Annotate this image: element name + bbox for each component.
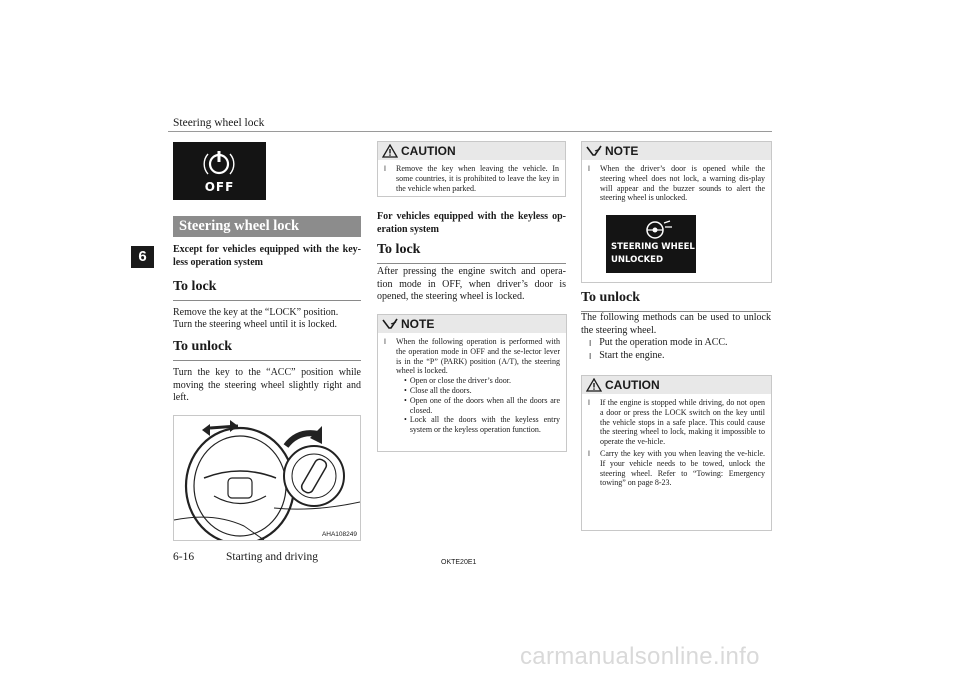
unlock-item-text: Start the engine.: [599, 350, 665, 361]
to-lock-heading: To lock: [173, 279, 361, 301]
caution-label: CAUTION: [605, 378, 660, 392]
note-item: Lock all the doors with the keyless entry system or the keyless operation function.: [409, 415, 560, 435]
intro-text: Except for vehicles equipped with the key-less operation system: [173, 244, 361, 268]
note-item: Open one of the doors when all the doors are closed.: [409, 395, 560, 415]
running-header: Steering wheel lock: [173, 117, 265, 129]
to-unlock-text: Turn the key to the “ACC” position while moving the steering wheel slightly right and left.: [173, 367, 361, 403]
chapter-tab: 6: [131, 246, 154, 268]
to-unlock-heading: To unlock: [173, 339, 361, 361]
to-unlock-keyless-heading: To unlock: [581, 290, 771, 312]
bullet-marker: l: [589, 339, 592, 348]
steering-unlocked-display-image: [606, 215, 696, 273]
note-text: When the driver’s door is opened while the steering wheel does not lock, a warning dis-play will appear and the buzzer sounds to alert the steering wheel is unlocked.: [600, 164, 765, 203]
to-unlock-keyless-text: The following methods can be used to unlock the steering wheel.: [581, 312, 771, 336]
bullet-marker: l: [588, 399, 590, 407]
bullet-marker: l: [384, 165, 386, 173]
page-number: 6-16: [173, 551, 195, 563]
sub-bullet: •: [404, 385, 407, 395]
caution-item: Carry the key with you when leaving the ve-hicle. If your vehicle needs to be towed, unlock the steering wheel. Refer to “Towing: Emergency towing” on page 8-23.: [600, 448, 765, 488]
bullet-marker: l: [589, 352, 592, 361]
bullet-marker: l: [588, 449, 590, 458]
caution-box-1: [377, 141, 566, 197]
power-button-icon: [173, 142, 266, 182]
off-display-image: [173, 142, 266, 200]
footer-chapter: Starting and driving: [226, 551, 318, 563]
caution-label: CAUTION: [401, 144, 456, 158]
note-label: NOTE: [401, 317, 435, 331]
warning-triangle-icon: [382, 144, 398, 158]
sub-bullet: •: [404, 415, 407, 425]
steering-wheel-warning-icon: [644, 219, 674, 241]
note-label: NOTE: [605, 144, 639, 158]
figure-code: AHA108249: [321, 531, 357, 538]
header-rule: [168, 131, 772, 132]
keyless-heading: For vehicles equipped with the keyless op-eration system: [377, 211, 566, 235]
note-box-1: [377, 314, 567, 452]
caution-box-2: [581, 375, 772, 531]
bullet-marker: l: [588, 165, 590, 173]
unlock-item: [581, 337, 771, 350]
sub-bullet: •: [404, 395, 407, 405]
note-item: Close all the doors.: [409, 385, 472, 395]
steering-wheel-illustration: [174, 416, 360, 540]
display-line-1: STEERING WHEEL: [611, 242, 695, 252]
document-code: OKTE20E1: [441, 559, 477, 566]
to-lock-text-2: Turn the steering wheel until it is locked.: [173, 319, 338, 330]
off-display-label: OFF: [204, 180, 235, 194]
to-lock-keyless-text: After pressing the engine switch and opera-tion mode in OFF, when driver’s door is opened, the steering wheel is locked.: [377, 266, 566, 302]
note-box-2: [581, 141, 772, 283]
note-icon: [382, 318, 398, 330]
display-line-2: UNLOCKED: [611, 255, 664, 265]
watermark: carmanualsonline.info: [520, 643, 760, 670]
caution-item: If the engine is stopped while driving, do not open a door or press the LOCK switch on the key until the vehicle stops in a safe place. This could cause the steering wheel to lock, making it impossible to operate the ve-hicle.: [600, 398, 765, 447]
note-item: Open or close the driver’s door.: [409, 376, 511, 386]
steering-wheel-figure: [173, 415, 361, 541]
unlock-item-text: Put the operation mode in ACC.: [599, 337, 728, 348]
to-lock-text-1: Remove the key at the “LOCK” position.: [173, 307, 339, 318]
note-text: When the following operation is performed with the operation mode in OFF and the se-lector lever is in the “P” (PARK) position (A/T), the steering wheel is locked.: [396, 337, 560, 376]
section-title: Steering wheel lock: [173, 216, 361, 237]
to-lock-keyless-heading: To lock: [377, 242, 566, 264]
note-icon: [586, 145, 602, 157]
sub-bullet: •: [404, 376, 407, 386]
bullet-marker: l: [384, 338, 386, 346]
warning-triangle-icon: [586, 378, 602, 392]
caution-text: Remove the key when leaving the vehicle. In some countries, it is prohibited to leave the key in the vehicle when parked.: [396, 164, 559, 193]
unlock-item: [581, 350, 771, 363]
